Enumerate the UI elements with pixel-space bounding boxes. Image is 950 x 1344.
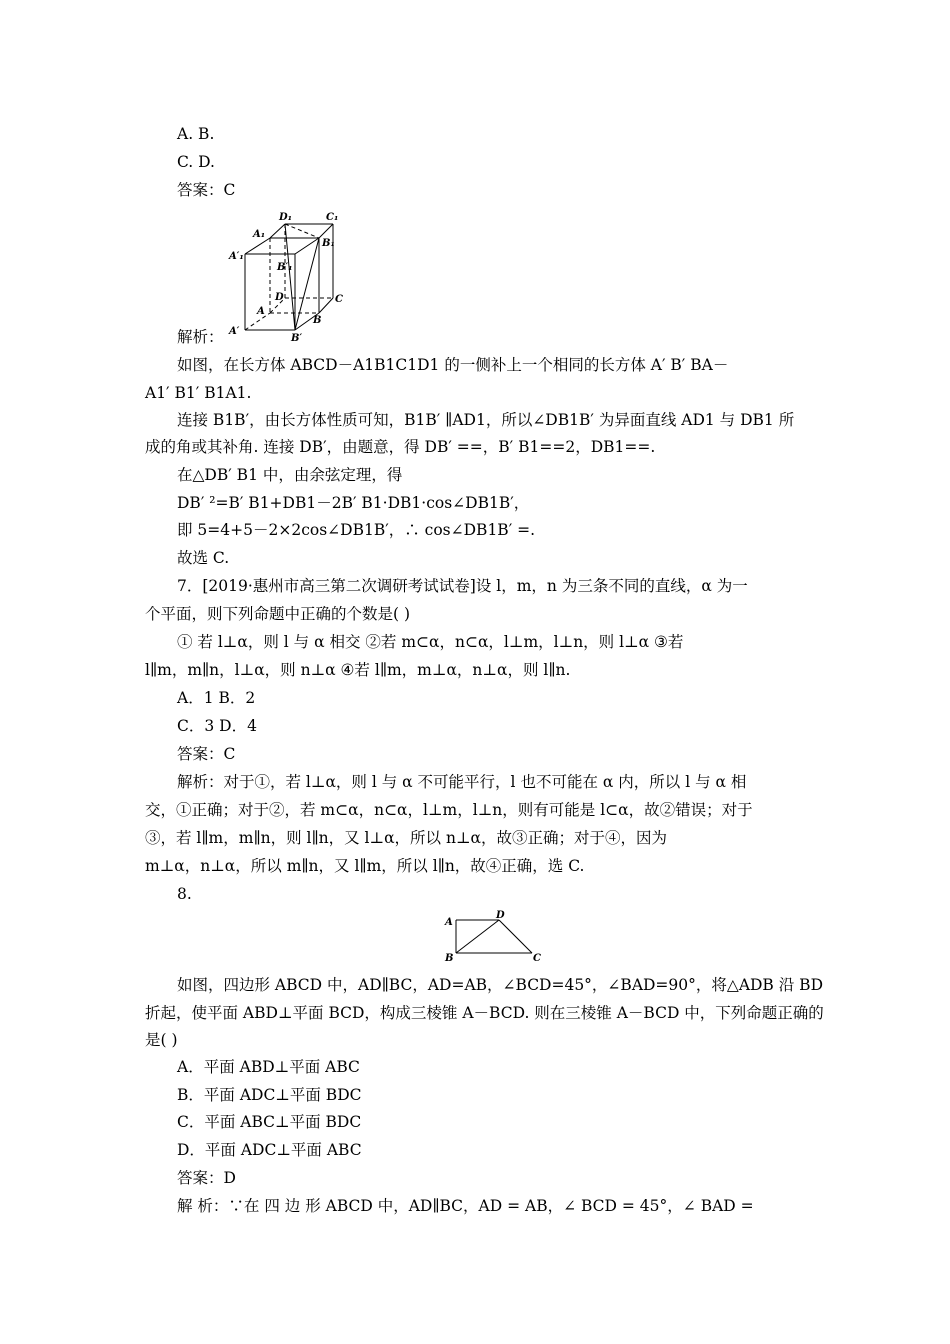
text-line: 折起，使平面 ABD⊥平面 BCD，构成三棱锥 A－BCD. 则在三棱锥 A－BCD 中，下列命题正确的 — [145, 1004, 824, 1022]
formula-line: 即 5=4+5－2×2cos∠DB1B′，∴ cos∠DB1B′ =. — [177, 521, 536, 539]
option-line-ab: A. B. — [177, 125, 215, 143]
option-line: C．3 D．4 — [177, 717, 257, 735]
text-line: 个平面，则下列命题中正确的个数是( ) — [145, 605, 411, 623]
option-a: A．平面 ABD⊥平面 ABC — [177, 1058, 360, 1076]
option-c: C．平面 ABC⊥平面 BDC — [177, 1113, 362, 1131]
label-c: C — [335, 294, 343, 305]
analysis-label: 解析： — [177, 328, 224, 346]
answer-line: 答案：C — [177, 745, 236, 763]
text-line: l∥m，m∥n，l⊥α，则 n⊥α ④若 l∥m，m⊥α，n⊥α，则 l∥n. — [145, 661, 571, 679]
label-a1: A₁ — [253, 229, 266, 240]
text-line: ① 若 l⊥α，则 l 与 α 相交 ②若 m⊂α，n⊂α，l⊥m，l⊥n，则 l⊥α ③若 — [177, 633, 684, 651]
answer-line: 答案：D — [177, 1169, 236, 1187]
option-line: A．1 B．2 — [177, 689, 256, 707]
label-b1: B₁ — [322, 238, 335, 249]
text-line: m⊥α，n⊥α，所以 m∥n，又 l∥m，所以 l∥n，故④正确，选 C. — [145, 857, 585, 875]
text-line: A1′ B1′ B1A1. — [145, 384, 252, 402]
text-line: 故选 C. — [177, 549, 230, 567]
label-b: B — [445, 953, 454, 963]
text-line: 成的角或其补角. 连接 DB′，由题意，得 DB′ ==，B′ B1==2，DB1==. — [145, 438, 656, 456]
option-d: D．平面 ADC⊥平面 ABC — [177, 1141, 362, 1159]
label-c: C — [533, 953, 541, 963]
label-a: A — [445, 917, 453, 928]
question-7-title: 7．[2019·惠州市高三第二次调研考试试卷]设 l，m，n 为三条不同的直线，α 为一 — [177, 577, 748, 595]
text-line: 交，①正确；对于②，若 m⊂α，n⊂α，l⊥m，l⊥n，则有可能是 l⊂α，故②错误；对于 — [145, 801, 753, 819]
cuboid-figure — [225, 208, 355, 343]
label-d: D — [275, 292, 284, 303]
label-d: D — [496, 910, 505, 921]
text-line: 如图，在长方体 ABCD－A1B1C1D1 的一侧补上一个相同的长方体 A′ B′ BA－ — [177, 356, 729, 374]
formula-line: DB′ ²=B′ B1+DB1－2B′ B1·DB1·cos∠DB1B′， — [177, 494, 530, 512]
label-a-prime: A′ — [229, 326, 240, 337]
label-a1-prime: A′₁ — [229, 251, 244, 262]
answer-line: 答案：C — [177, 181, 236, 199]
label-b-prime: B′ — [291, 333, 303, 343]
label-d1: D₁ — [279, 212, 293, 223]
label-b: B — [313, 315, 322, 326]
text-line: 是( ) — [145, 1031, 178, 1049]
text-line: 如图，四边形 ABCD 中，AD∥BC，AD=AB，∠BCD=45°，∠BAD=90°，将△ADB 沿 BD — [177, 976, 823, 994]
option-line-cd: C. D. — [177, 153, 215, 171]
option-b: B．平面 ADC⊥平面 BDC — [177, 1086, 362, 1104]
question-8-number: 8. — [177, 885, 192, 903]
text-line: 解析：对于①，若 l⊥α，则 l 与 α 不可能平行，l 也不可能在 α 内，所以 l 与 α 相 — [177, 773, 747, 791]
label-c1: C₁ — [326, 212, 339, 223]
quadrilateral-figure — [440, 908, 545, 963]
label-b1-prime: B′₁ — [277, 262, 293, 273]
text-line: 连接 B1B′，由长方体性质可知，B1B′ ∥AD1，所以∠DB1B′ 为异面直线 AD1 与 DB1 所 — [177, 411, 795, 429]
text-line: 解 析：∵在 四 边 形 ABCD 中，AD∥BC，AD = AB，∠ BCD = 45°，∠ BAD = — [177, 1197, 754, 1215]
label-a: A — [257, 306, 265, 317]
text-line: 在△DB′ B1 中，由余弦定理，得 — [177, 466, 403, 484]
text-line: ③，若 l∥m，m∥n，则 l∥n，又 l⊥α，所以 n⊥α，故③正确；对于④，因为 — [145, 829, 667, 847]
